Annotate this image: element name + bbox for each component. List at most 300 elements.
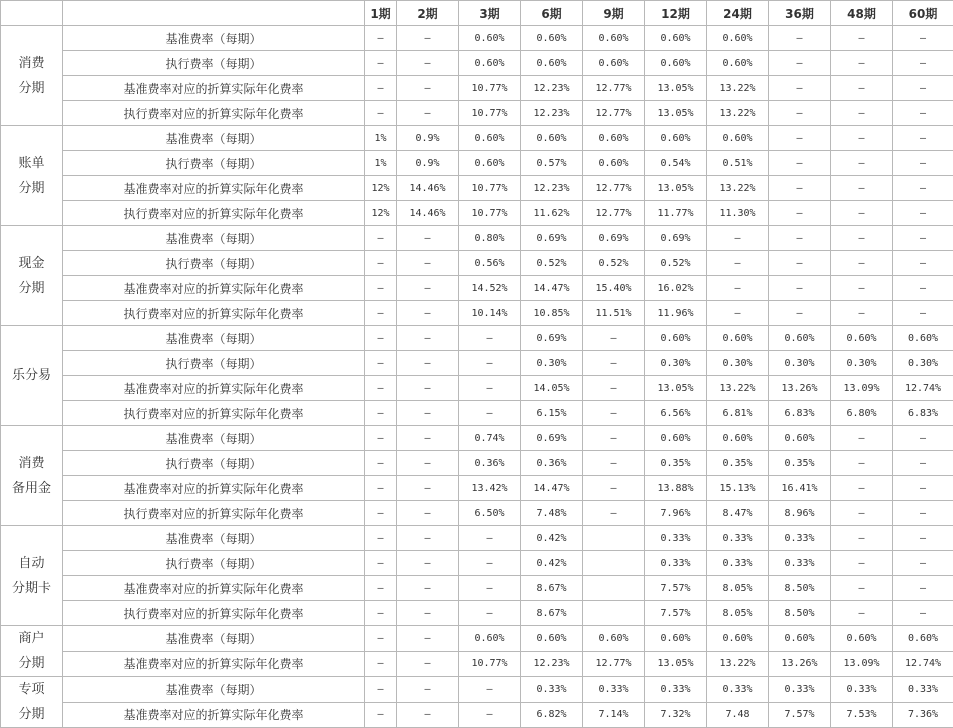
- rate-value-cell: 0.60%: [459, 51, 521, 76]
- rate-value-cell: 0.33%: [831, 677, 893, 703]
- rate-value-cell: 0.60%: [707, 426, 769, 451]
- rate-value-cell: 0.9%: [397, 151, 459, 176]
- rate-value-cell: –: [365, 376, 397, 401]
- table-row: [1, 51, 953, 76]
- rate-value-cell: 13.05%: [645, 376, 707, 401]
- rate-value-cell: 0.60%: [459, 151, 521, 176]
- metric-label-cell: 基准费率对应的折算实际年化费率: [63, 702, 365, 728]
- rate-value-cell: 7.53%: [831, 702, 893, 728]
- table-row: [1, 551, 953, 576]
- table-row: [1, 251, 953, 276]
- rate-value-cell: –: [893, 226, 953, 251]
- rate-value-cell: –: [397, 426, 459, 451]
- metric-label-cell: 基准费率对应的折算实际年化费率: [63, 476, 365, 501]
- table-row: [1, 376, 953, 401]
- product-name-cell: [1, 26, 63, 126]
- rate-value-cell: 14.47%: [521, 476, 583, 501]
- rate-value-cell: 14.47%: [521, 276, 583, 301]
- table-row: [1, 426, 953, 451]
- metric-label-cell: 基准费率（每期）: [63, 626, 365, 652]
- rate-value-cell: 7.57%: [645, 601, 707, 626]
- header-period-9: 9期: [583, 1, 645, 26]
- rate-value-cell: –: [459, 401, 521, 426]
- table-row: [1, 226, 953, 251]
- rate-value-cell: –: [397, 702, 459, 728]
- rate-value-cell: 10.85%: [521, 301, 583, 326]
- header-period-12: 12期: [645, 1, 707, 26]
- rate-value-cell: –: [707, 301, 769, 326]
- rate-value-cell: –: [397, 26, 459, 51]
- rate-value-cell: 0.60%: [521, 626, 583, 652]
- rate-value-cell: –: [893, 251, 953, 276]
- rate-value-cell: 0.33%: [769, 677, 831, 703]
- header-period-6: 6期: [521, 1, 583, 26]
- rate-value-cell: 10.77%: [459, 101, 521, 126]
- rate-value-cell: 0.33%: [707, 677, 769, 703]
- rate-value-cell: 12.23%: [521, 101, 583, 126]
- table-row: [1, 702, 953, 728]
- rate-value-cell: 0.60%: [769, 326, 831, 351]
- metric-label-cell: 基准费率对应的折算实际年化费率: [63, 376, 365, 401]
- rate-value-cell: –: [365, 251, 397, 276]
- rate-value-cell: 0.42%: [521, 551, 583, 576]
- rate-value-cell: –: [769, 76, 831, 101]
- metric-label-cell: 基准费率对应的折算实际年化费率: [63, 651, 365, 677]
- rate-value-cell: 0.60%: [707, 51, 769, 76]
- rate-value-cell: 11.51%: [583, 301, 645, 326]
- rate-value-cell: 0.60%: [707, 126, 769, 151]
- table-header: [1, 1, 953, 26]
- rate-value-cell: 11.62%: [521, 201, 583, 226]
- rate-value-cell: 13.09%: [831, 376, 893, 401]
- rate-value-cell: –: [893, 601, 953, 626]
- rate-value-cell: 7.48: [707, 702, 769, 728]
- rate-value-cell: –: [397, 326, 459, 351]
- header-metric-corner: [63, 1, 365, 26]
- rate-value-cell: –: [893, 151, 953, 176]
- rate-value-cell: –: [365, 576, 397, 601]
- rate-value-cell: 0.60%: [459, 626, 521, 652]
- rate-value-cell: –: [459, 576, 521, 601]
- rate-value-cell: 0.33%: [645, 677, 707, 703]
- metric-label-cell: 执行费率对应的折算实际年化费率: [63, 501, 365, 526]
- rate-value-cell: 0.35%: [645, 451, 707, 476]
- rate-value-cell: –: [459, 601, 521, 626]
- rate-value-cell: –: [365, 276, 397, 301]
- rate-value-cell: –: [365, 351, 397, 376]
- rate-value-cell: 8.05%: [707, 601, 769, 626]
- metric-label-cell: 基准费率（每期）: [63, 526, 365, 551]
- rate-value-cell: –: [893, 201, 953, 226]
- rate-value-cell: 0.60%: [769, 626, 831, 652]
- rate-value-cell: –: [397, 601, 459, 626]
- rate-value-cell: –: [397, 476, 459, 501]
- rate-value-cell: –: [831, 276, 893, 301]
- rate-value-cell: 13.42%: [459, 476, 521, 501]
- product-name-line: 分期: [1, 702, 62, 727]
- rate-value-cell: –: [769, 101, 831, 126]
- rate-value-cell: –: [893, 526, 953, 551]
- rate-value-cell: –: [459, 376, 521, 401]
- rate-value-cell: –: [365, 26, 397, 51]
- rate-value-cell: –: [893, 76, 953, 101]
- rate-value-cell: 7.36%: [893, 702, 953, 728]
- rate-value-cell: –: [831, 551, 893, 576]
- rate-value-cell: –: [397, 451, 459, 476]
- rate-value-cell: 0.36%: [459, 451, 521, 476]
- rate-value-cell: 12.74%: [893, 376, 953, 401]
- metric-label-cell: 执行费率（每期）: [63, 551, 365, 576]
- rate-value-cell: –: [459, 551, 521, 576]
- metric-label-cell: 基准费率对应的折算实际年化费率: [63, 276, 365, 301]
- rate-value-cell: –: [583, 401, 645, 426]
- rate-value-cell: 0.33%: [769, 551, 831, 576]
- rate-value-cell: 13.05%: [645, 651, 707, 677]
- rate-value-cell: 7.96%: [645, 501, 707, 526]
- table-row: [1, 526, 953, 551]
- rate-value-cell: –: [893, 426, 953, 451]
- rate-value-cell: –: [831, 126, 893, 151]
- product-name-line: 乐分易: [1, 363, 62, 388]
- product-name-line: 商户: [1, 626, 62, 651]
- rate-value-cell: –: [831, 176, 893, 201]
- rate-value-cell: 11.77%: [645, 201, 707, 226]
- rate-value-cell: 0.60%: [769, 426, 831, 451]
- rate-value-cell: –: [831, 576, 893, 601]
- rate-value-cell: [583, 601, 645, 626]
- table-row: [1, 126, 953, 151]
- rate-value-cell: –: [583, 351, 645, 376]
- rate-value-cell: 0.80%: [459, 226, 521, 251]
- rate-value-cell: –: [459, 326, 521, 351]
- rate-value-cell: –: [893, 51, 953, 76]
- rate-value-cell: –: [365, 426, 397, 451]
- rate-value-cell: –: [583, 476, 645, 501]
- rate-value-cell: 1%: [365, 126, 397, 151]
- rate-value-cell: 14.46%: [397, 176, 459, 201]
- metric-label-cell: 基准费率（每期）: [63, 226, 365, 251]
- rate-value-cell: 0.60%: [645, 51, 707, 76]
- metric-label-cell: 基准费率（每期）: [63, 26, 365, 51]
- rate-value-cell: –: [365, 626, 397, 652]
- table-row: [1, 451, 953, 476]
- product-name-line: 消费: [1, 451, 62, 476]
- rate-value-cell: –: [769, 51, 831, 76]
- metric-label-cell: 执行费率（每期）: [63, 51, 365, 76]
- product-name-line: 消费: [1, 51, 62, 76]
- rate-value-cell: 0.51%: [707, 151, 769, 176]
- rate-value-cell: 13.22%: [707, 651, 769, 677]
- rate-value-cell: –: [365, 101, 397, 126]
- rate-value-cell: 7.57%: [769, 702, 831, 728]
- rate-value-cell: –: [583, 451, 645, 476]
- rate-value-cell: [583, 576, 645, 601]
- rate-value-cell: 0.60%: [707, 326, 769, 351]
- rate-value-cell: –: [397, 376, 459, 401]
- header-period-3: 3期: [459, 1, 521, 26]
- rate-value-cell: –: [831, 201, 893, 226]
- rate-value-cell: –: [769, 276, 831, 301]
- table-row: [1, 151, 953, 176]
- rate-value-cell: –: [397, 651, 459, 677]
- rate-value-cell: 13.26%: [769, 376, 831, 401]
- rate-value-cell: –: [831, 226, 893, 251]
- rate-value-cell: 7.14%: [583, 702, 645, 728]
- rate-value-cell: –: [893, 576, 953, 601]
- rate-value-cell: –: [397, 501, 459, 526]
- rate-value-cell: 12.23%: [521, 176, 583, 201]
- rate-value-cell: –: [365, 551, 397, 576]
- rate-value-cell: 0.30%: [521, 351, 583, 376]
- rate-value-cell: –: [831, 76, 893, 101]
- rate-value-cell: 6.56%: [645, 401, 707, 426]
- table-row: [1, 26, 953, 51]
- rate-value-cell: 14.46%: [397, 201, 459, 226]
- rate-value-cell: –: [397, 51, 459, 76]
- rate-value-cell: 0.60%: [521, 126, 583, 151]
- rate-value-cell: 13.09%: [831, 651, 893, 677]
- rate-value-cell: –: [769, 201, 831, 226]
- rate-value-cell: 0.60%: [583, 126, 645, 151]
- table-row: [1, 476, 953, 501]
- rate-value-cell: 0.74%: [459, 426, 521, 451]
- rate-value-cell: –: [831, 601, 893, 626]
- product-name-line: 分期: [1, 651, 62, 676]
- rate-value-cell: 0.33%: [521, 677, 583, 703]
- rate-value-cell: –: [769, 126, 831, 151]
- rate-value-cell: 0.9%: [397, 126, 459, 151]
- rate-value-cell: [583, 551, 645, 576]
- rate-value-cell: 8.96%: [769, 501, 831, 526]
- rate-value-cell: –: [365, 226, 397, 251]
- metric-label-cell: 基准费率（每期）: [63, 426, 365, 451]
- rate-value-cell: –: [365, 651, 397, 677]
- rate-value-cell: 13.05%: [645, 176, 707, 201]
- table-row: [1, 276, 953, 301]
- product-name-cell: [1, 126, 63, 226]
- rate-value-cell: 16.02%: [645, 276, 707, 301]
- rate-value-cell: 10.14%: [459, 301, 521, 326]
- rate-value-cell: 15.40%: [583, 276, 645, 301]
- rate-value-cell: –: [459, 526, 521, 551]
- rate-value-cell: 0.33%: [707, 526, 769, 551]
- rate-value-cell: 0.60%: [583, 626, 645, 652]
- rate-value-cell: –: [365, 702, 397, 728]
- metric-label-cell: 基准费率（每期）: [63, 326, 365, 351]
- product-name-line: 账单: [1, 151, 62, 176]
- header-period-48: 48期: [831, 1, 893, 26]
- rate-value-cell: –: [397, 351, 459, 376]
- product-name-line: 分期卡: [1, 576, 62, 601]
- rate-value-cell: 12.77%: [583, 101, 645, 126]
- rate-value-cell: –: [831, 476, 893, 501]
- rate-value-cell: 6.50%: [459, 501, 521, 526]
- metric-label-cell: 执行费率（每期）: [63, 451, 365, 476]
- rate-value-cell: 0.60%: [645, 626, 707, 652]
- rate-value-cell: 13.05%: [645, 76, 707, 101]
- rate-value-cell: –: [365, 51, 397, 76]
- rate-value-cell: 1%: [365, 151, 397, 176]
- metric-label-cell: 执行费率对应的折算实际年化费率: [63, 201, 365, 226]
- rate-value-cell: –: [397, 551, 459, 576]
- rate-value-cell: 0.30%: [707, 351, 769, 376]
- rate-value-cell: 0.36%: [521, 451, 583, 476]
- rate-value-cell: 11.96%: [645, 301, 707, 326]
- rate-value-cell: 10.77%: [459, 176, 521, 201]
- rate-value-cell: –: [365, 401, 397, 426]
- rate-value-cell: 0.30%: [831, 351, 893, 376]
- rate-value-cell: 0.60%: [583, 151, 645, 176]
- rate-value-cell: –: [397, 251, 459, 276]
- metric-label-cell: 执行费率对应的折算实际年化费率: [63, 601, 365, 626]
- rate-value-cell: 6.15%: [521, 401, 583, 426]
- rate-value-cell: –: [831, 26, 893, 51]
- rate-value-cell: 0.33%: [645, 551, 707, 576]
- rate-value-cell: 0.60%: [645, 126, 707, 151]
- rate-value-cell: 7.48%: [521, 501, 583, 526]
- rate-value-cell: 0.69%: [583, 226, 645, 251]
- table-row: [1, 651, 953, 677]
- rate-value-cell: 0.60%: [583, 51, 645, 76]
- rate-value-cell: 0.60%: [459, 26, 521, 51]
- rate-value-cell: 0.33%: [769, 526, 831, 551]
- rate-value-cell: 8.67%: [521, 601, 583, 626]
- rate-value-cell: 0.56%: [459, 251, 521, 276]
- rate-value-cell: 0.60%: [707, 626, 769, 652]
- rate-value-cell: 0.30%: [893, 351, 953, 376]
- rate-value-cell: 0.33%: [707, 551, 769, 576]
- metric-label-cell: 执行费率对应的折算实际年化费率: [63, 401, 365, 426]
- header-product-corner: [1, 1, 63, 26]
- product-name-line: 分期: [1, 76, 62, 101]
- rate-value-cell: –: [893, 126, 953, 151]
- rate-value-cell: 13.05%: [645, 101, 707, 126]
- rate-value-cell: –: [365, 526, 397, 551]
- rate-value-cell: –: [893, 476, 953, 501]
- product-name-cell: [1, 426, 63, 526]
- rate-value-cell: –: [397, 226, 459, 251]
- rate-value-cell: 10.77%: [459, 201, 521, 226]
- rate-value-cell: 0.69%: [521, 326, 583, 351]
- rate-value-cell: –: [769, 226, 831, 251]
- rate-value-cell: 13.26%: [769, 651, 831, 677]
- rate-value-cell: 0.57%: [521, 151, 583, 176]
- product-name-cell: [1, 626, 63, 677]
- table-row: [1, 601, 953, 626]
- rate-value-cell: –: [459, 702, 521, 728]
- product-name-cell: [1, 326, 63, 426]
- rate-value-cell: 0.42%: [521, 526, 583, 551]
- rate-value-cell: 0.52%: [583, 251, 645, 276]
- rate-value-cell: 0.60%: [583, 26, 645, 51]
- product-name-line: 自动: [1, 551, 62, 576]
- rate-value-cell: –: [365, 326, 397, 351]
- table-row: [1, 201, 953, 226]
- table-row: [1, 326, 953, 351]
- rate-value-cell: 0.33%: [583, 677, 645, 703]
- rate-value-cell: 0.60%: [707, 26, 769, 51]
- rate-value-cell: –: [831, 526, 893, 551]
- rate-value-cell: –: [831, 426, 893, 451]
- rate-value-cell: –: [831, 51, 893, 76]
- rate-value-cell: –: [707, 251, 769, 276]
- table-body: [1, 26, 953, 728]
- rate-value-cell: –: [459, 351, 521, 376]
- rate-value-cell: –: [893, 176, 953, 201]
- rate-value-cell: 0.69%: [521, 426, 583, 451]
- rate-value-cell: 0.35%: [769, 451, 831, 476]
- rate-value-cell: 0.60%: [645, 26, 707, 51]
- product-name-line: 专项: [1, 677, 62, 702]
- rate-value-cell: –: [365, 76, 397, 101]
- header-period-2: 2期: [397, 1, 459, 26]
- rate-value-cell: 12%: [365, 201, 397, 226]
- rate-value-cell: 12.77%: [583, 76, 645, 101]
- metric-label-cell: 执行费率（每期）: [63, 351, 365, 376]
- rate-value-cell: 6.83%: [769, 401, 831, 426]
- rate-value-cell: 0.33%: [645, 526, 707, 551]
- table-row: [1, 76, 953, 101]
- metric-label-cell: 基准费率（每期）: [63, 677, 365, 703]
- rate-value-cell: –: [831, 451, 893, 476]
- rate-value-cell: –: [583, 326, 645, 351]
- rate-value-cell: –: [583, 376, 645, 401]
- rate-value-cell: –: [893, 101, 953, 126]
- rate-value-cell: 12.23%: [521, 651, 583, 677]
- rate-value-cell: –: [831, 301, 893, 326]
- table-row: [1, 101, 953, 126]
- rate-value-cell: –: [769, 151, 831, 176]
- rate-value-cell: 12.77%: [583, 201, 645, 226]
- rate-value-cell: 16.41%: [769, 476, 831, 501]
- rate-value-cell: 14.05%: [521, 376, 583, 401]
- rate-value-cell: –: [397, 576, 459, 601]
- header-period-1: 1期: [365, 1, 397, 26]
- rate-value-cell: –: [397, 101, 459, 126]
- rate-value-cell: 8.50%: [769, 601, 831, 626]
- product-name-line: 备用金: [1, 476, 62, 501]
- rate-value-cell: [583, 526, 645, 551]
- rate-value-cell: –: [365, 501, 397, 526]
- rate-value-cell: –: [397, 76, 459, 101]
- rate-value-cell: –: [831, 101, 893, 126]
- table-row: [1, 301, 953, 326]
- rate-value-cell: 13.22%: [707, 176, 769, 201]
- rate-value-cell: 0.60%: [831, 626, 893, 652]
- rate-value-cell: 10.77%: [459, 76, 521, 101]
- rate-value-cell: 13.88%: [645, 476, 707, 501]
- product-name-line: 现金: [1, 251, 62, 276]
- rate-value-cell: –: [893, 276, 953, 301]
- metric-label-cell: 执行费率对应的折算实际年化费率: [63, 301, 365, 326]
- rate-value-cell: –: [893, 26, 953, 51]
- rate-value-cell: –: [365, 301, 397, 326]
- rate-value-cell: –: [831, 251, 893, 276]
- table-row: [1, 401, 953, 426]
- rate-value-cell: –: [893, 551, 953, 576]
- product-name-cell: [1, 226, 63, 326]
- rate-value-cell: –: [365, 677, 397, 703]
- rate-value-cell: 13.22%: [707, 76, 769, 101]
- rate-value-cell: 15.13%: [707, 476, 769, 501]
- rate-value-cell: 0.69%: [645, 226, 707, 251]
- rate-value-cell: 11.30%: [707, 201, 769, 226]
- rate-value-cell: 0.35%: [707, 451, 769, 476]
- table-row: [1, 626, 953, 652]
- rate-value-cell: 7.57%: [645, 576, 707, 601]
- rate-value-cell: 7.32%: [645, 702, 707, 728]
- rate-value-cell: 0.52%: [521, 251, 583, 276]
